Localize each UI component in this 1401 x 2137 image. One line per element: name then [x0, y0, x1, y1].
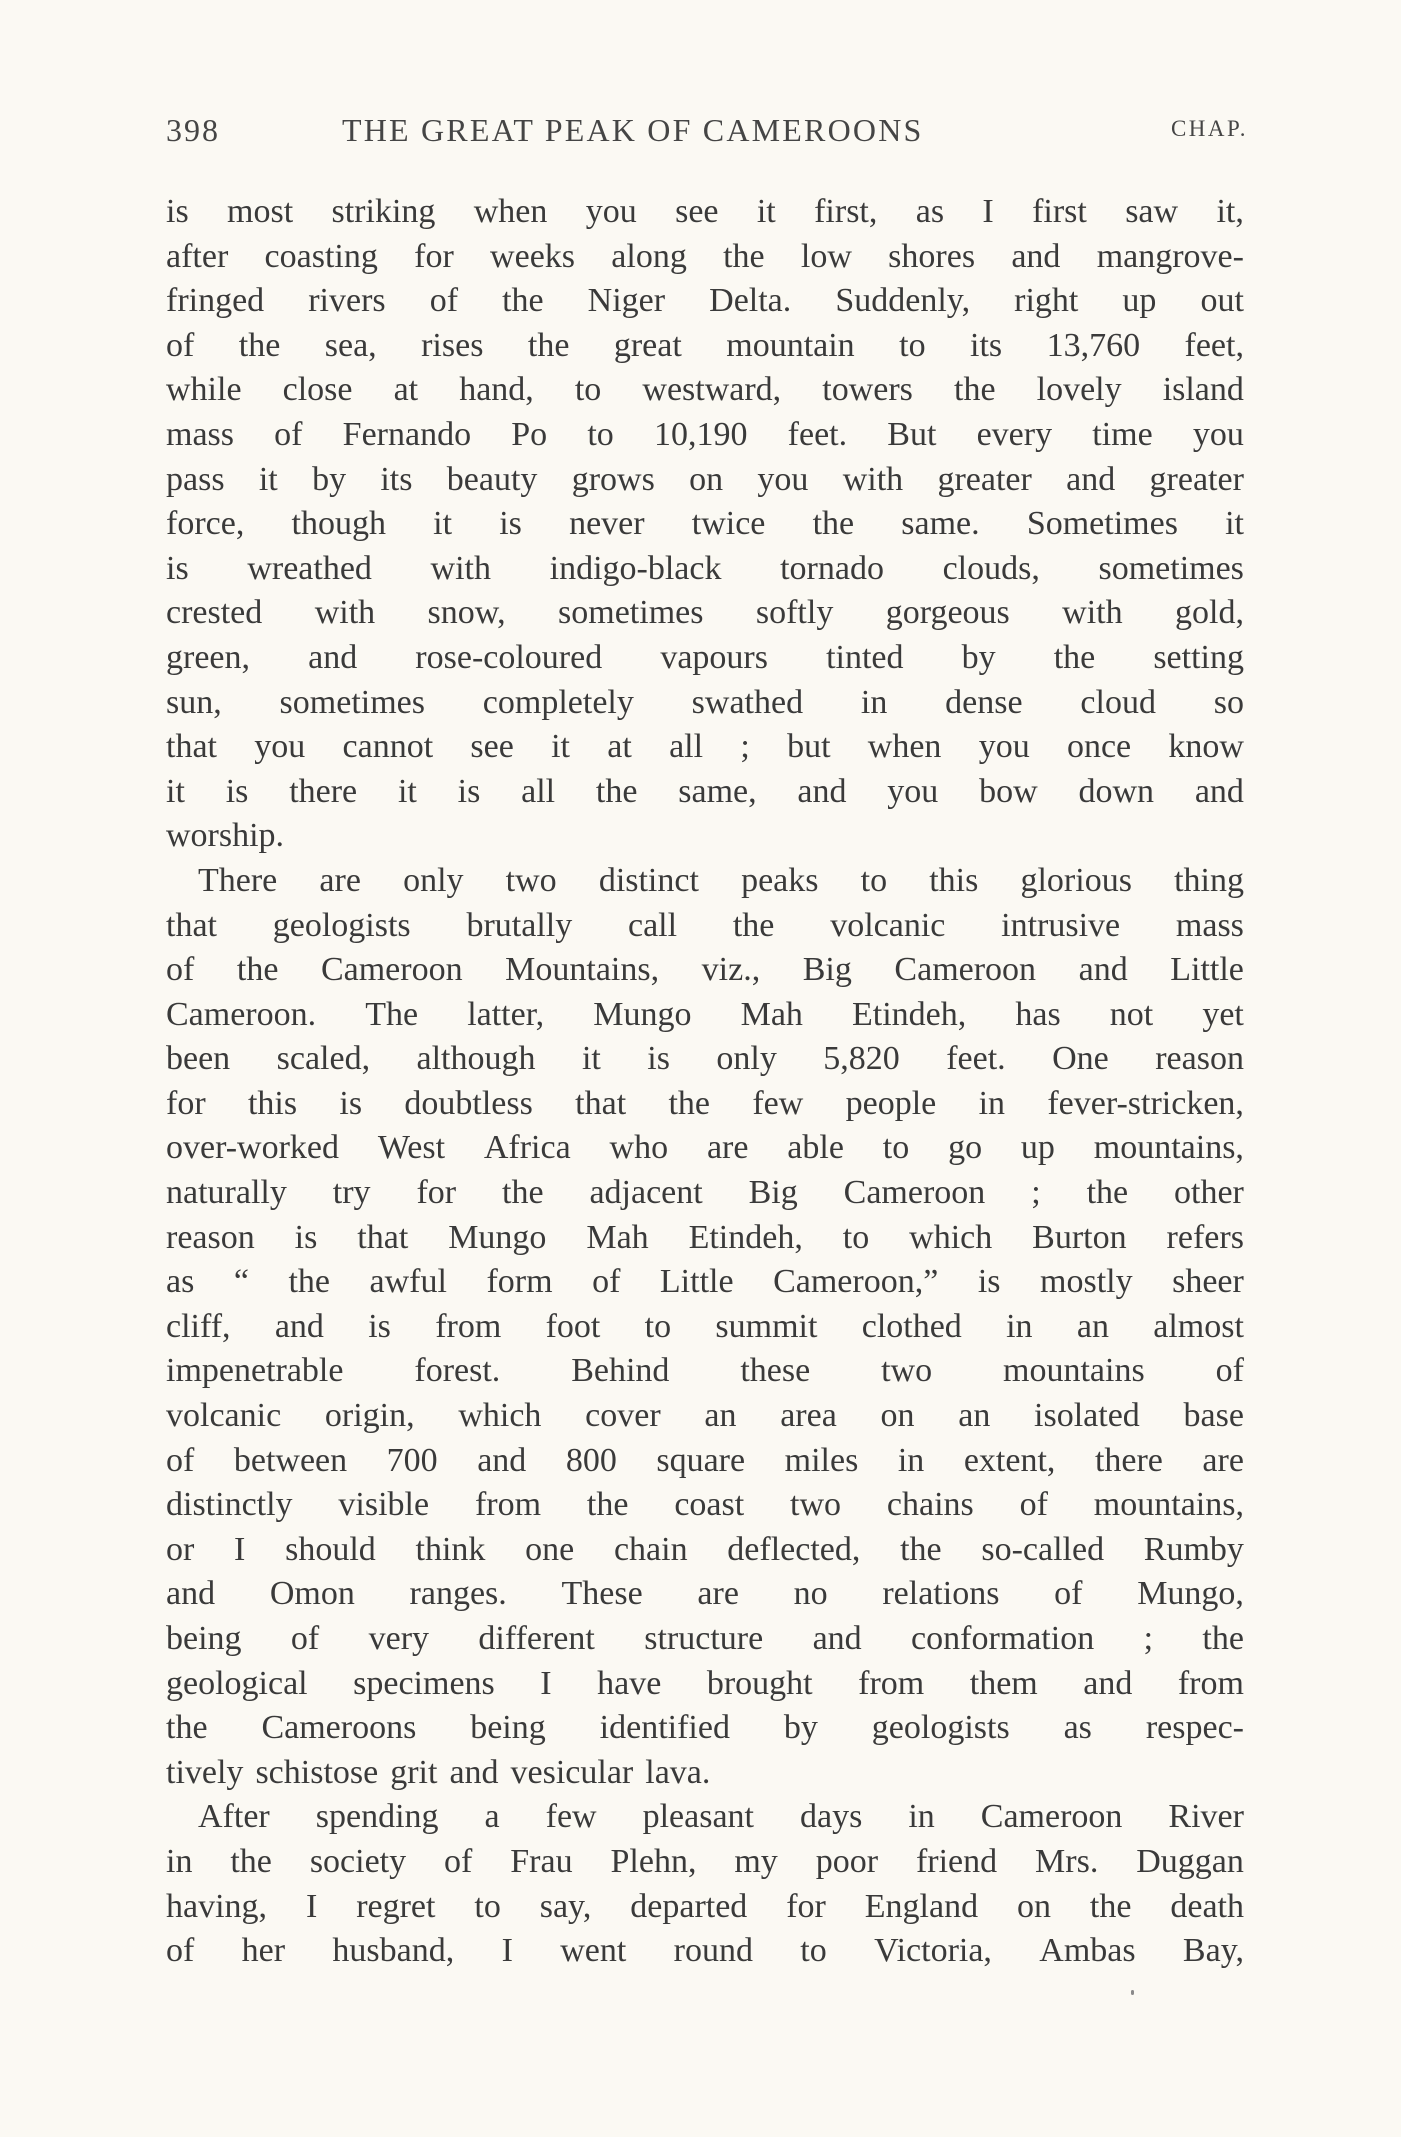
page-number: 398 [166, 112, 220, 148]
text-line: fringed rivers of the Niger Delta. Suddenly, right up out [166, 282, 1244, 320]
text-line: crested with snow, sometimes softly gorgeous with gold, [166, 594, 1244, 632]
text-line: green, and rose-coloured vapours tinted by the setting [166, 638, 1244, 676]
text-line: over-worked West Africa who are able to go up mountains, [166, 1129, 1244, 1167]
text-line: cliff, and is from foot to summit clothed in an almost [166, 1307, 1244, 1345]
text-line: sun, sometimes completely swathed in dense cloud so [166, 683, 1244, 721]
text-line: Cameroon. The latter, Mungo Mah Etindeh, has not yet [166, 995, 1244, 1033]
running-title: THE GREAT PEAK OF CAMEROONS [342, 112, 924, 148]
text-line: and Omon ranges. These are no relations of Mungo, [166, 1575, 1244, 1613]
text-line: impenetrable forest. Behind these two mountains of [166, 1352, 1244, 1390]
text-line: while close at hand, to westward, towers the lovely island [166, 371, 1244, 409]
text-line: geological specimens I have brought from them and from [166, 1664, 1244, 1702]
text-line: mass of Fernando Po to 10,190 feet. But every time you [166, 415, 1244, 453]
body-text [166, 190, 1244, 1974]
text-line: distinctly visible from the coast two chains of mountains, [166, 1486, 1244, 1524]
text-line: of the Cameroon Mountains, viz., Big Cameroon and Little [166, 951, 1244, 989]
text-line: that geologists brutally call the volcanic intrusive mass [166, 906, 1244, 944]
chapter-label: CHAP. [1170, 116, 1248, 141]
text-line: There are only two distinct peaks to this glorious thing [198, 861, 1244, 899]
text-line: tively schistose grit and vesicular lava. [166, 1753, 711, 1791]
text-line: After spending a few pleasant days in Cameroon River [198, 1798, 1244, 1836]
text-line: reason is that Mungo Mah Etindeh, to which Burton refers [166, 1218, 1244, 1256]
text-line: as “ the awful form of Little Cameroon,” is mostly sheer [166, 1263, 1244, 1301]
text-line: being of very different structure and conformation ; the [166, 1620, 1244, 1657]
text-line: of between 700 and 800 square miles in extent, there are [166, 1441, 1244, 1479]
text-line: the Cameroons being identified by geologists as respec- [166, 1709, 1244, 1747]
text-line: worship. [166, 817, 285, 855]
text-line: that you cannot see it at all ; but when you once know [166, 728, 1244, 766]
text-line: having, I regret to say, departed for England on the death [166, 1887, 1244, 1925]
text-line: naturally try for the adjacent Big Cameroon ; the other [166, 1174, 1244, 1212]
text-line: pass it by its beauty grows on you with greater and greater [166, 460, 1244, 498]
text-line: for this is doubtless that the few people in fever-stricken, [166, 1084, 1244, 1122]
text-line: after coasting for weeks along the low shores and mangrove- [166, 237, 1244, 275]
text-line: of the sea, rises the great mountain to its 13,760 feet, [166, 326, 1244, 364]
text-line: in the society of Frau Plehn, my poor friend Mrs. Duggan [166, 1842, 1244, 1880]
text-line: is wreathed with indigo-black tornado clouds, sometimes [166, 549, 1244, 587]
text-line: volcanic origin, which cover an area on an isolated base [166, 1397, 1244, 1435]
text-line: been scaled, although it is only 5,820 feet. One reason [166, 1040, 1244, 1078]
text-line: it is there it is all the same, and you bow down and [166, 772, 1244, 810]
text-line: force, though it is never twice the same. Sometimes it [166, 505, 1244, 543]
text-line: or I should think one chain deflected, the so-called Rumby [166, 1530, 1244, 1568]
running-head [166, 112, 1248, 162]
text-line: of her husband, I went round to Victoria, Ambas Bay, [166, 1932, 1244, 1970]
print-speck [1131, 1990, 1134, 1995]
text-line: is most striking when you see it first, as I first saw it, [166, 193, 1244, 230]
